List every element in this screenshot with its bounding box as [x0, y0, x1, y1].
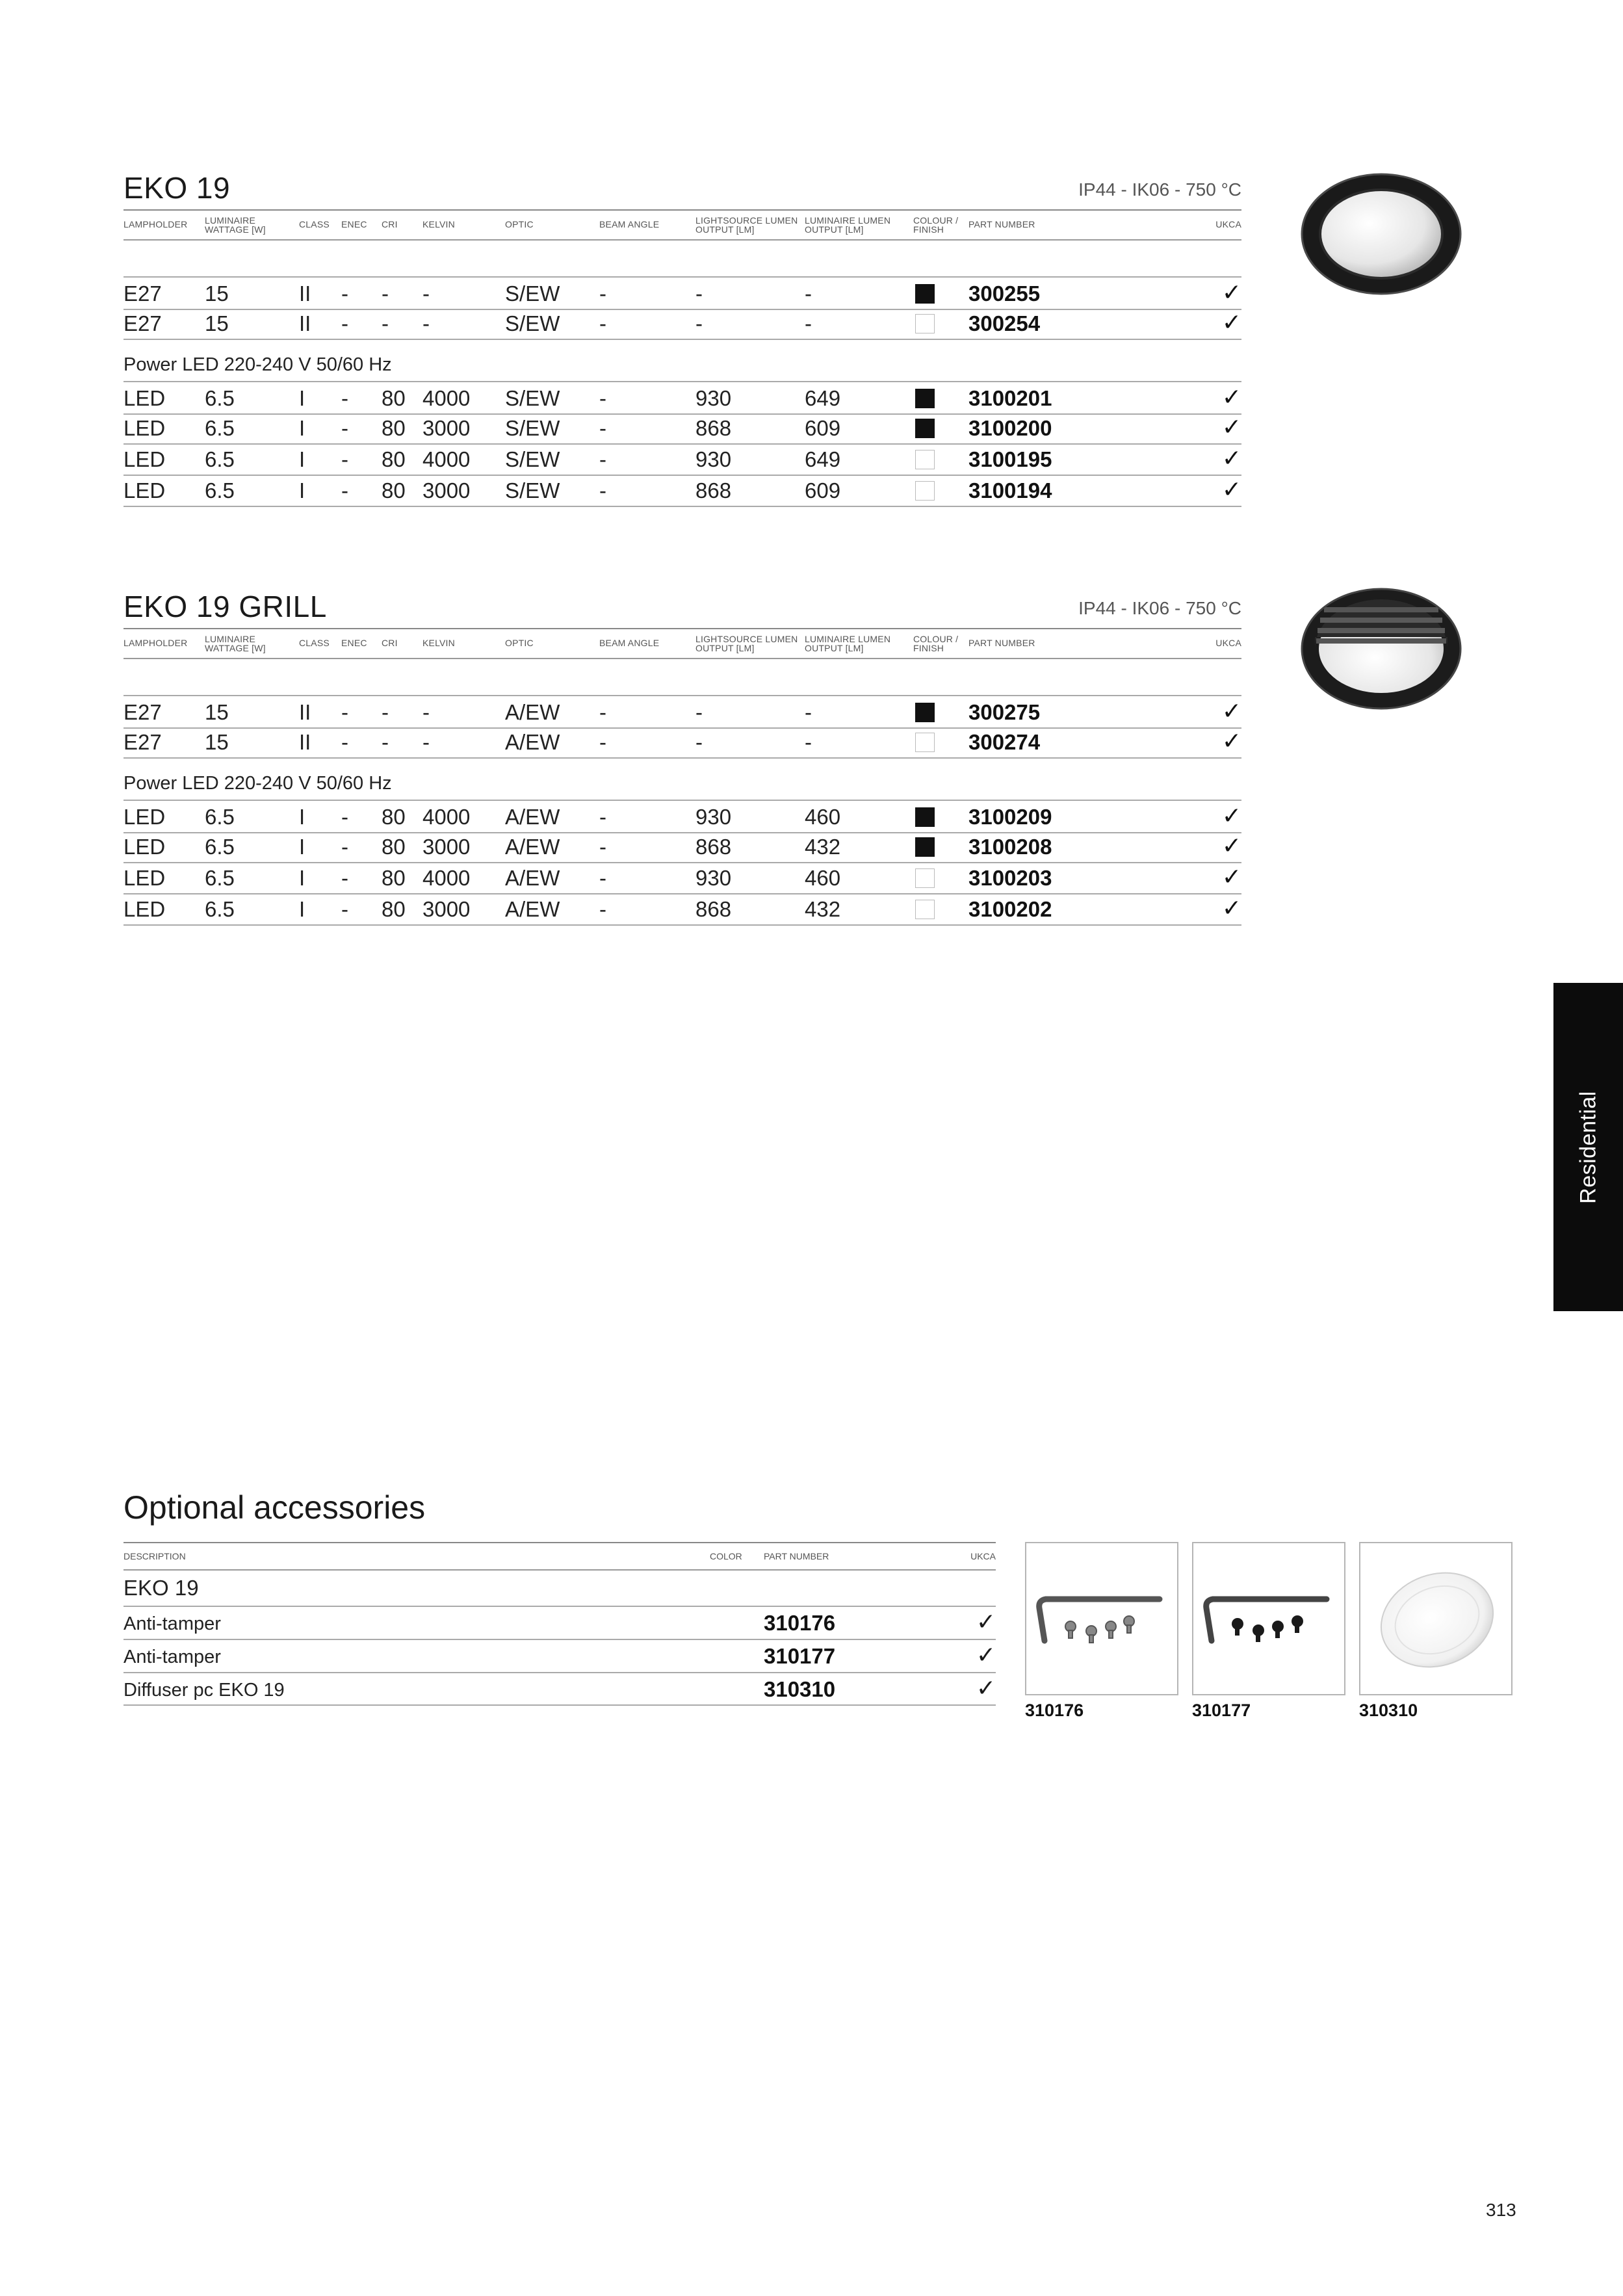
- section-spec: IP44 - IK06 - 750 °C: [1078, 598, 1241, 618]
- ukca-check-icon: ✓: [1221, 476, 1241, 502]
- cell-lamp: LED: [123, 416, 166, 440]
- cell-cls: I: [299, 866, 305, 890]
- cell-optic: S/EW: [505, 311, 560, 335]
- colour-swatch-white: [915, 733, 935, 752]
- cell-kelvin: 3000: [422, 416, 471, 440]
- cell-lamp: LED: [123, 866, 166, 890]
- thumbnail-310177: [1192, 1542, 1345, 1695]
- header-optic: OPTIC: [505, 638, 534, 648]
- colour-swatch-white: [915, 900, 935, 919]
- cell-lum: 649: [805, 386, 841, 410]
- table-row: [123, 276, 1241, 310]
- ukca-check-icon: ✓: [1221, 727, 1241, 754]
- table-row: [123, 412, 1241, 445]
- table-row: [123, 307, 1241, 340]
- thumbnail-label: 310177: [1192, 1701, 1251, 1720]
- cell-enec: -: [341, 805, 348, 829]
- cell-cls: I: [299, 416, 305, 440]
- header-luminaire-lumen: LUMINAIRE LUMEN OUTPUT [LM]: [805, 215, 891, 235]
- section-eko-19-grill: [123, 589, 1241, 927]
- accessory-part-number: 310176: [764, 1611, 836, 1635]
- cell-cls: I: [299, 447, 305, 471]
- cell-ls: 868: [695, 897, 732, 921]
- cell-cri: -: [382, 311, 389, 335]
- accessory-description: Anti-tamper: [123, 1647, 221, 1667]
- cell-beam: -: [599, 416, 606, 440]
- header-kelvin: KELVIN: [422, 638, 455, 648]
- part-number: 3100203: [968, 866, 1052, 890]
- colour-swatch-black: [915, 419, 935, 438]
- accessory-row: [123, 1672, 996, 1706]
- cell-optic: A/EW: [505, 805, 560, 829]
- header-lampholder: LAMPHOLDER: [123, 219, 188, 229]
- cell-optic: S/EW: [505, 447, 560, 471]
- table-row: [123, 893, 1241, 926]
- header-part-number: PART NUMBER: [764, 1551, 829, 1561]
- cell-enec: -: [341, 311, 348, 335]
- cell-kelvin: 4000: [422, 866, 471, 890]
- cell-beam: -: [599, 730, 606, 754]
- header-lampholder: LAMPHOLDER: [123, 638, 188, 648]
- cell-enec: -: [341, 416, 348, 440]
- cell-cri: 80: [382, 386, 406, 410]
- cell-ls: 930: [695, 866, 732, 890]
- thumbnail-310176: [1025, 1542, 1178, 1695]
- cell-beam: -: [599, 311, 606, 335]
- cell-kelvin: 4000: [422, 805, 471, 829]
- cell-lamp: LED: [123, 835, 166, 859]
- table-row: [123, 800, 1241, 833]
- cell-cri: 80: [382, 897, 406, 921]
- cell-ls: 930: [695, 447, 732, 471]
- cell-cls: II: [299, 730, 311, 754]
- cell-lum: 649: [805, 447, 841, 471]
- cell-kelvin: -: [422, 700, 430, 724]
- cell-optic: A/EW: [505, 730, 560, 754]
- colour-swatch-black: [915, 703, 935, 722]
- cell-optic: A/EW: [505, 866, 560, 890]
- cell-lamp: LED: [123, 478, 166, 502]
- allen-key-screws-icon: [1026, 1543, 1177, 1694]
- ukca-check-icon: ✓: [1221, 309, 1241, 335]
- cell-lamp: LED: [123, 447, 166, 471]
- cell-beam: -: [599, 805, 606, 829]
- cell-kelvin: -: [422, 311, 430, 335]
- colour-swatch-black: [915, 389, 935, 408]
- header-lightsource-lumen: LIGHTSOURCE LUMEN OUTPUT [LM]: [695, 215, 798, 235]
- cell-lum: -: [805, 311, 812, 335]
- cell-cls: II: [299, 311, 311, 335]
- cell-optic: A/EW: [505, 897, 560, 921]
- accessories-subheading: EKO 19: [123, 1576, 199, 1600]
- part-number: 300274: [968, 730, 1041, 754]
- cell-cri: -: [382, 700, 389, 724]
- cell-watt: 6.5: [205, 866, 235, 890]
- cell-lamp: E27: [123, 281, 162, 306]
- ukca-check-icon: ✓: [976, 1675, 996, 1701]
- header-cri: CRI: [382, 219, 398, 229]
- cell-watt: 6.5: [205, 835, 235, 859]
- cell-cls: II: [299, 281, 311, 306]
- cell-cls: I: [299, 835, 305, 859]
- accessory-part-number: 310177: [764, 1644, 836, 1668]
- cell-kelvin: -: [422, 281, 430, 306]
- cell-enec: -: [341, 478, 348, 502]
- accessories-bottom-rule: [123, 1704, 996, 1706]
- cell-lamp: LED: [123, 897, 166, 921]
- cell-kelvin: 4000: [422, 447, 471, 471]
- cell-enec: -: [341, 866, 348, 890]
- cell-cls: I: [299, 478, 305, 502]
- cell-beam: -: [599, 281, 606, 306]
- cell-lum: 432: [805, 897, 841, 921]
- part-number: 3100201: [968, 386, 1052, 410]
- header-cri: CRI: [382, 638, 398, 648]
- header-wattage: LUMINAIRE WATTAGE [W]: [205, 634, 266, 653]
- accessories-header: [123, 1542, 996, 1571]
- cell-ls: -: [695, 700, 703, 724]
- part-number: 3100195: [968, 447, 1052, 471]
- cell-watt: 15: [205, 730, 229, 754]
- cell-cri: 80: [382, 805, 406, 829]
- cell-lamp: E27: [123, 700, 162, 724]
- part-number: 3100194: [968, 478, 1052, 502]
- optional-accessories: [123, 1489, 996, 1710]
- table-row: [123, 443, 1241, 476]
- cell-cri: -: [382, 281, 389, 306]
- ukca-check-icon: ✓: [1221, 832, 1241, 859]
- cell-cls: I: [299, 897, 305, 921]
- header-luminaire-lumen: LUMINAIRE LUMEN OUTPUT [LM]: [805, 634, 891, 653]
- header-wattage: LUMINAIRE WATTAGE [W]: [205, 215, 266, 235]
- cell-beam: -: [599, 835, 606, 859]
- table-row: [123, 862, 1241, 894]
- ukca-check-icon: ✓: [1221, 445, 1241, 471]
- colour-swatch-black: [915, 284, 935, 304]
- cell-watt: 6.5: [205, 805, 235, 829]
- cell-lum: 609: [805, 478, 841, 502]
- thumbnail-310310: [1359, 1542, 1513, 1695]
- cell-optic: A/EW: [505, 700, 560, 724]
- ukca-check-icon: ✓: [976, 1608, 996, 1635]
- part-number: 3100200: [968, 416, 1052, 440]
- header-enec: ENEC: [341, 219, 367, 229]
- side-tab-residential: [1553, 983, 1623, 1311]
- page-number: 313: [1486, 2200, 1516, 2220]
- cell-watt: 6.5: [205, 447, 235, 471]
- table-row: [123, 831, 1241, 863]
- cell-optic: S/EW: [505, 416, 560, 440]
- cell-lamp: E27: [123, 730, 162, 754]
- cell-lum: -: [805, 730, 812, 754]
- colour-swatch-white: [915, 450, 935, 469]
- accessory-row: [123, 1606, 996, 1639]
- cell-lum: -: [805, 700, 812, 724]
- part-number: 300254: [968, 311, 1041, 335]
- header-beam-angle: BEAM ANGLE: [599, 638, 660, 648]
- cell-ls: 868: [695, 478, 732, 502]
- cell-watt: 15: [205, 281, 229, 306]
- cell-ls: 868: [695, 416, 732, 440]
- header-beam-angle: BEAM ANGLE: [599, 219, 660, 229]
- cell-watt: 15: [205, 700, 229, 724]
- side-tab-label: Residential: [1576, 1090, 1600, 1204]
- table-header: [123, 209, 1241, 241]
- part-number: 300275: [968, 700, 1041, 724]
- cell-cri: 80: [382, 416, 406, 440]
- cell-kelvin: 3000: [422, 478, 471, 502]
- product-image-eko-19: [1297, 170, 1466, 300]
- cell-ls: 930: [695, 386, 732, 410]
- cell-watt: 6.5: [205, 386, 235, 410]
- cell-lum: -: [805, 281, 812, 306]
- accessory-part-number: 310310: [764, 1677, 836, 1701]
- cell-beam: -: [599, 478, 606, 502]
- table-row: [123, 695, 1241, 729]
- cell-cri: 80: [382, 478, 406, 502]
- cell-lum: 460: [805, 866, 841, 890]
- accessory-row: [123, 1639, 996, 1673]
- cell-beam: -: [599, 897, 606, 921]
- cell-cls: I: [299, 386, 305, 410]
- header-colour-finish: COLOUR / FINISH: [913, 634, 959, 653]
- allen-key-black-screws-icon: [1193, 1543, 1344, 1694]
- table-header: [123, 628, 1241, 659]
- accessory-description: Anti-tamper: [123, 1613, 221, 1634]
- cell-kelvin: 4000: [422, 386, 471, 410]
- cell-beam: -: [599, 866, 606, 890]
- header-description: DESCRIPTION: [123, 1551, 186, 1561]
- cell-optic: A/EW: [505, 835, 560, 859]
- cell-enec: -: [341, 897, 348, 921]
- product-image-eko-19-grill: [1297, 584, 1466, 714]
- header-lightsource-lumen: LIGHTSOURCE LUMEN OUTPUT [LM]: [695, 634, 798, 653]
- accessory-description: Diffuser pc EKO 19: [123, 1680, 285, 1701]
- cell-ls: -: [695, 281, 703, 306]
- cell-optic: S/EW: [505, 478, 560, 502]
- cell-lamp: LED: [123, 805, 166, 829]
- cell-watt: 6.5: [205, 416, 235, 440]
- cell-ls: -: [695, 730, 703, 754]
- cell-enec: -: [341, 730, 348, 754]
- colour-swatch-white: [915, 481, 935, 501]
- colour-swatch-white: [915, 868, 935, 888]
- part-number: 3100202: [968, 897, 1052, 921]
- header-part-number: PART NUMBER: [968, 219, 1035, 229]
- cell-lum: 609: [805, 416, 841, 440]
- cell-cri: 80: [382, 835, 406, 859]
- cell-enec: -: [341, 281, 348, 306]
- cell-beam: -: [599, 700, 606, 724]
- cell-ls: 868: [695, 835, 732, 859]
- table-row: [123, 381, 1241, 415]
- cell-enec: -: [341, 386, 348, 410]
- header-ukca: UKCA: [1215, 219, 1241, 229]
- ukca-check-icon: ✓: [1221, 863, 1241, 890]
- cell-cri: 80: [382, 866, 406, 890]
- cell-watt: 6.5: [205, 478, 235, 502]
- cell-cri: -: [382, 730, 389, 754]
- cell-ls: -: [695, 311, 703, 335]
- ukca-check-icon: ✓: [1221, 384, 1241, 410]
- cell-enec: -: [341, 447, 348, 471]
- section-eko-19: [123, 170, 1241, 508]
- header-class: CLASS: [299, 219, 330, 229]
- cell-watt: 6.5: [205, 897, 235, 921]
- power-led-subheading: Power LED 220-240 V 50/60 Hz: [123, 773, 392, 794]
- cell-lamp: E27: [123, 311, 162, 335]
- part-number: 3100208: [968, 835, 1052, 859]
- cell-enec: -: [341, 835, 348, 859]
- diffuser-icon: [1360, 1543, 1511, 1694]
- header-optic: OPTIC: [505, 219, 534, 229]
- header-ukca: UKCA: [1215, 638, 1241, 648]
- ukca-check-icon: ✓: [1221, 413, 1241, 440]
- cell-cri: 80: [382, 447, 406, 471]
- colour-swatch-white: [915, 314, 935, 333]
- header-colour-finish: COLOUR / FINISH: [913, 215, 959, 235]
- cell-cls: I: [299, 805, 305, 829]
- cell-optic: S/EW: [505, 281, 560, 306]
- cell-ls: 930: [695, 805, 732, 829]
- cell-beam: -: [599, 386, 606, 410]
- cell-kelvin: 3000: [422, 897, 471, 921]
- cell-lum: 432: [805, 835, 841, 859]
- table-row: [123, 475, 1241, 507]
- accessories-title: Optional accessories: [123, 1489, 426, 1526]
- table-row: [123, 726, 1241, 759]
- cell-watt: 15: [205, 311, 229, 335]
- cell-lamp: LED: [123, 386, 166, 410]
- cell-optic: S/EW: [505, 386, 560, 410]
- part-number: 300255: [968, 281, 1041, 306]
- thumbnail-label: 310176: [1025, 1701, 1084, 1720]
- header-kelvin: KELVIN: [422, 219, 455, 229]
- ukca-check-icon: ✓: [976, 1641, 996, 1668]
- cell-cls: II: [299, 700, 311, 724]
- cell-lum: 460: [805, 805, 841, 829]
- ukca-check-icon: ✓: [1221, 802, 1241, 829]
- part-number: 3100209: [968, 805, 1052, 829]
- cell-kelvin: 3000: [422, 835, 471, 859]
- cell-beam: -: [599, 447, 606, 471]
- power-led-subheading: Power LED 220-240 V 50/60 Hz: [123, 354, 392, 375]
- ukca-check-icon: ✓: [1221, 698, 1241, 724]
- section-title: EKO 19: [123, 171, 231, 205]
- colour-swatch-black: [915, 807, 935, 827]
- header-color: COLOR: [710, 1551, 742, 1561]
- cell-kelvin: -: [422, 730, 430, 754]
- section-title: EKO 19 GRILL: [123, 590, 327, 623]
- ukca-check-icon: ✓: [1221, 279, 1241, 306]
- header-enec: ENEC: [341, 638, 367, 648]
- header-ukca: UKCA: [970, 1551, 996, 1561]
- colour-swatch-black: [915, 837, 935, 857]
- ukca-check-icon: ✓: [1221, 894, 1241, 921]
- section-spec: IP44 - IK06 - 750 °C: [1078, 179, 1241, 200]
- thumbnail-label: 310310: [1359, 1701, 1418, 1720]
- header-class: CLASS: [299, 638, 330, 648]
- header-part-number: PART NUMBER: [968, 638, 1035, 648]
- cell-enec: -: [341, 700, 348, 724]
